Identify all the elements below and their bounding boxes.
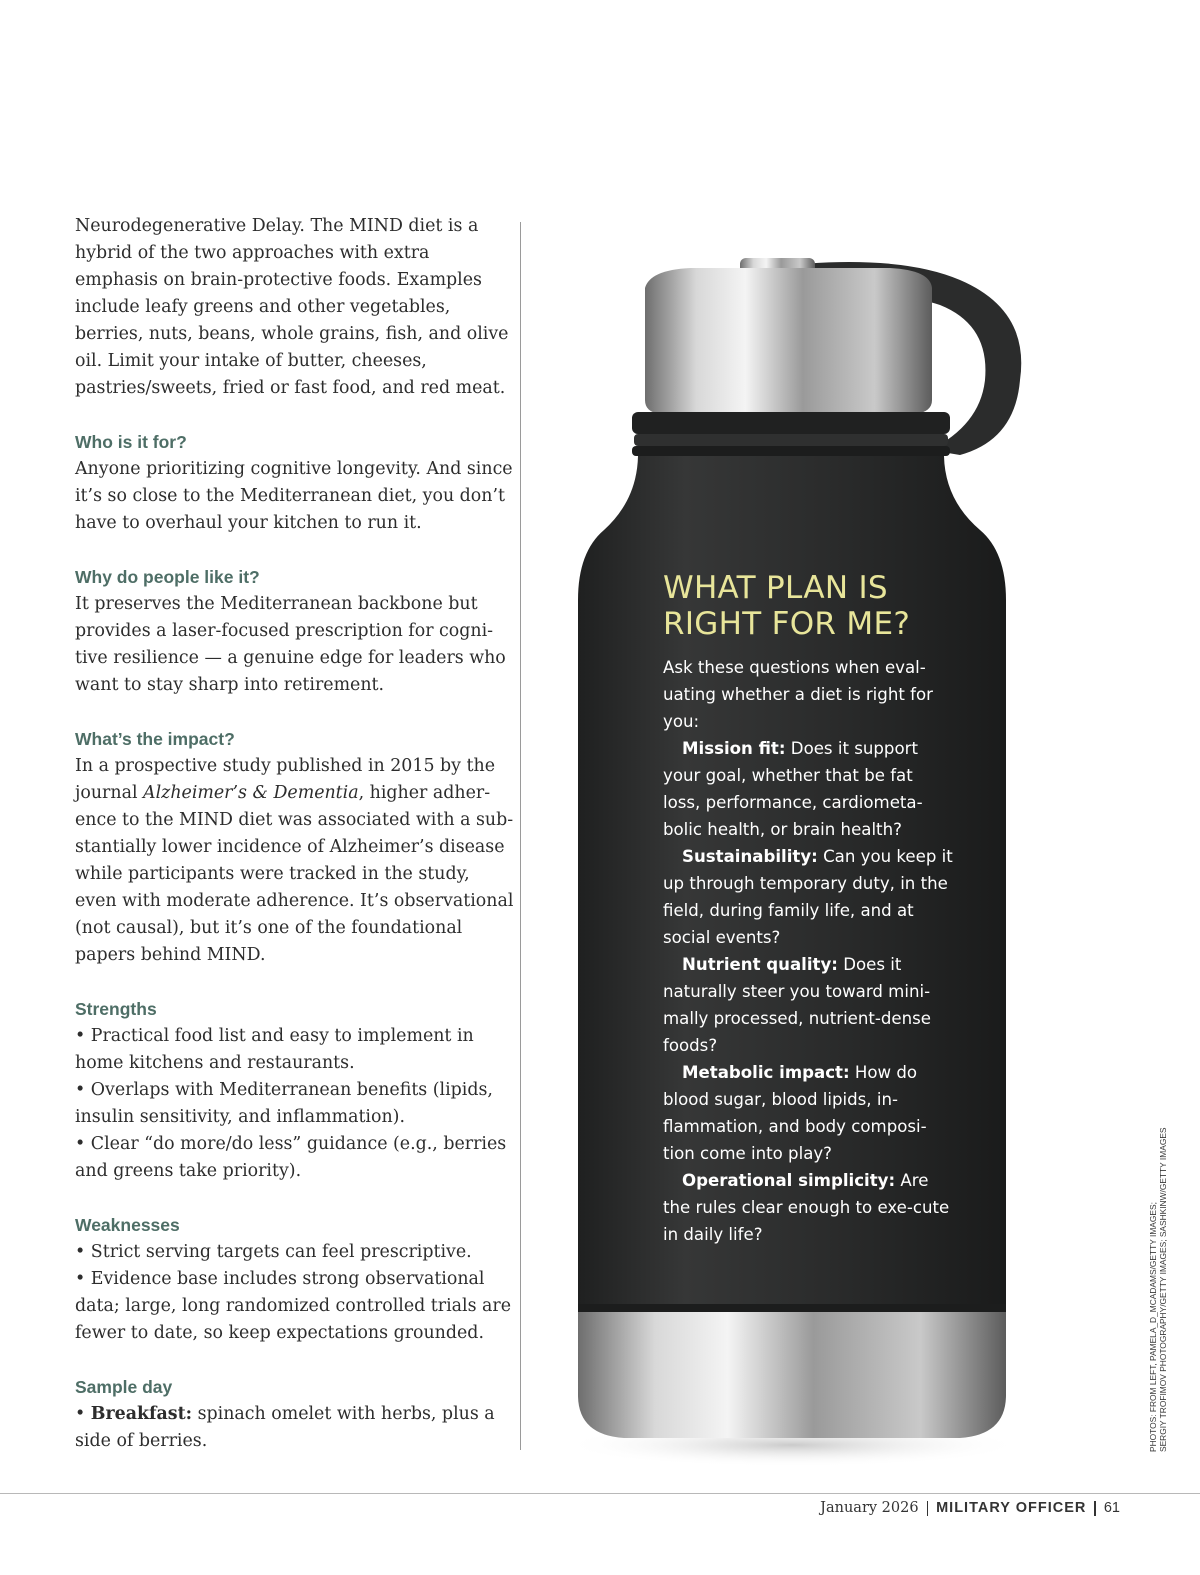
photo-credit: [1148, 1122, 1168, 1452]
list-item: • Overlaps with Mediterranean benefits (lipids, insulin sensitivity, and inflammation).: [75, 1080, 493, 1127]
photo-credit-line2: SERGIY TROFIMOV PHOTOGRAPHY/GETTY IMAGES; SASHKINW/GETTY IMAGES: [1158, 1127, 1168, 1452]
sidebar-question: [663, 1059, 953, 1167]
question-text: Does it naturally steer you toward mini-mally processed, nutrient-dense foods?: [663, 955, 932, 1055]
sidebar-title: [663, 570, 953, 642]
question-label: Nutrient quality:: [682, 955, 838, 974]
strengths-list: [75, 1023, 515, 1185]
question-label: Sustainability:: [682, 847, 818, 866]
sidebar-question: [663, 951, 953, 1059]
who-text: Anyone prioritizing cognitive longevity. And since it’s so close to the Mediterranean diet, you don’t have to overhaul your kitchen to run it.: [75, 459, 513, 533]
list-item: • Evidence base includes strong observational data; large, long randomized controlled trials are fewer to date, so keep expectations grounded.: [75, 1269, 511, 1343]
sidebar-title-line2: RIGHT FOR ME?: [663, 606, 911, 642]
column-divider: [520, 222, 521, 1450]
list-item: • Clear “do more/do less” guidance (e.g., berries and greens take priority).: [75, 1134, 507, 1181]
article-intro: Neurodegenerative Delay. The MIND diet is a hybrid of the two approaches with extra emphasis on brain-protective foods. Examples include leafy greens and other vegetables, berries, nuts, beans, whole grains, fish, and olive oil. Limit your intake of butter, cheeses, pastries/sweets, fried or fast food, and red meat.: [75, 216, 509, 398]
impact-heading: What’s the impact?: [75, 729, 235, 749]
weaknesses-list: [75, 1239, 515, 1347]
sample-bullet: •: [75, 1404, 91, 1424]
footer-rule: [0, 1493, 1200, 1494]
footer-separator: [1094, 1501, 1096, 1516]
issue-date: January 2026: [820, 1500, 919, 1516]
why-heading: Why do people like it?: [75, 567, 260, 587]
article-column: [75, 213, 515, 1455]
photo-credit-line1: PHOTOS: FROM LEFT, PAMELA_D_MCADAMS/GETTY IMAGES;: [1148, 1202, 1158, 1452]
sample-day-item: [75, 1401, 515, 1455]
sidebar-question: [663, 1167, 953, 1248]
sample-day-heading: Sample day: [75, 1377, 173, 1397]
impact-text-post: , higher adher-ence to the MIND diet was associated with a sub-stantially lower incidence of Alzheimer’s disease while participants were tracked in the study, even with moderate adherence. It’s observational (not causal), but it’s one of the foundational papers behind MIND.: [75, 783, 514, 965]
sidebar-box: [663, 570, 953, 1248]
sample-label: Breakfast:: [90, 1404, 193, 1424]
question-label: Operational simplicity:: [682, 1171, 896, 1190]
footer-separator: [927, 1501, 929, 1516]
why-text: It preserves the Mediterranean backbone but provides a laser-focused prescription for cogni-tive resilience — a genuine edge for leaders who want to stay sharp into retirement.: [75, 594, 506, 695]
magazine-name: MILITARY OFFICER: [936, 1500, 1087, 1516]
question-text: Does it support your goal, whether that be fat loss, performance, cardiometa-bolic health, or brain health?: [663, 739, 923, 839]
strengths-heading: Strengths: [75, 999, 157, 1019]
list-item: • Practical food list and easy to implement in home kitchens and restaurants.: [75, 1026, 474, 1073]
sample-text: spinach omelet with herbs, plus a side of berries.: [75, 1404, 495, 1451]
question-label: Mission fit:: [682, 739, 786, 758]
impact-text-pre: In a prospective study published in 2015 by the journal: [75, 756, 495, 803]
weaknesses-heading: Weaknesses: [75, 1215, 180, 1235]
question-text: Are the rules clear enough to exe-cute in daily life?: [663, 1171, 950, 1244]
who-heading: Who is it for?: [75, 432, 187, 452]
list-item: • Strict serving targets can feel prescriptive.: [75, 1242, 472, 1262]
impact-text: [75, 753, 515, 969]
sidebar-intro: Ask these questions when eval-uating whether a diet is right for you:: [663, 658, 933, 731]
question-label: Metabolic impact:: [682, 1063, 850, 1082]
sidebar-question: [663, 735, 953, 843]
page-number: 61: [1103, 1500, 1120, 1516]
sidebar-question: [663, 843, 953, 951]
question-text: Can you keep it up through temporary duty, in the field, during family life, and at social events?: [663, 847, 953, 947]
question-text: How do blood sugar, blood lipids, in-flammation, and body composi-tion come into play?: [663, 1063, 927, 1163]
sidebar-title-line1: WHAT PLAN IS: [663, 570, 888, 606]
journal-title: Alzheimer’s & Dementia: [143, 783, 359, 803]
page-footer: [820, 1497, 1120, 1519]
